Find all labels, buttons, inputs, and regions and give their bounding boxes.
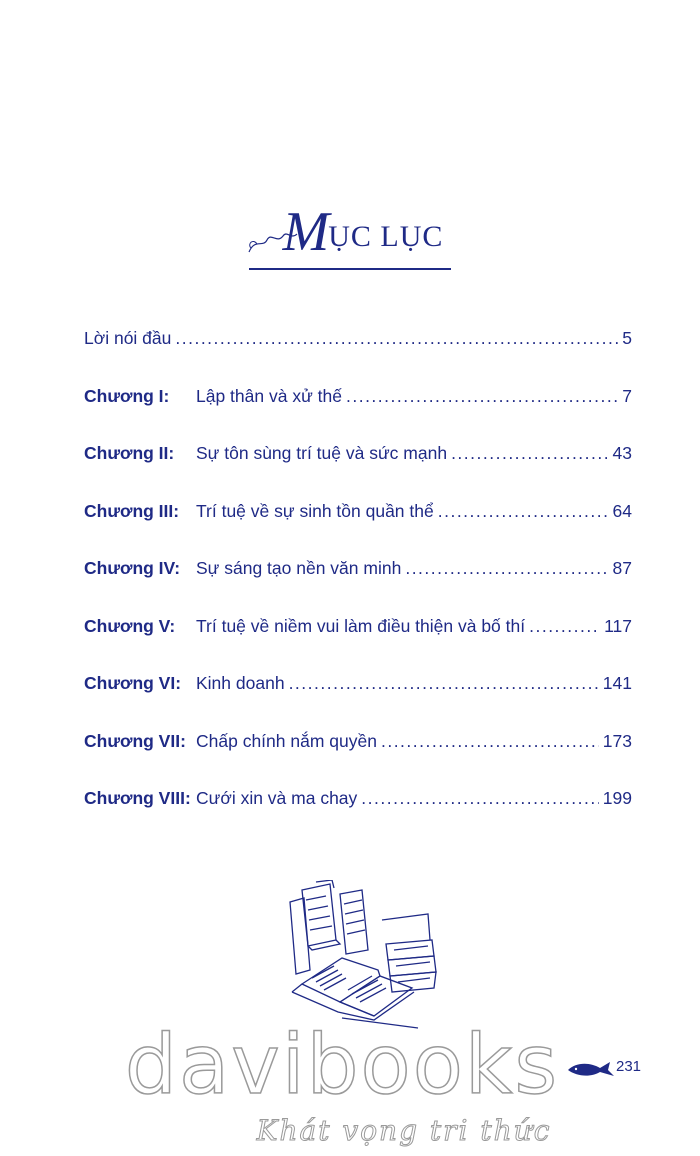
toc-page-number: 43	[612, 443, 632, 463]
toc-page-number: 117	[604, 615, 632, 636]
watermark-slogan: Khát vọng tri thức	[256, 1114, 552, 1147]
toc-entry-title: Trí tuệ về niềm vui làm điều thiện và bố thí	[196, 615, 526, 636]
toc-entry-title: Kinh doanh	[196, 673, 285, 693]
toc-leader-dots	[175, 328, 618, 349]
toc-entry-title: Lập thân và xử thế	[196, 385, 342, 406]
toc-entry	[84, 788, 632, 812]
toc-leader-dots	[381, 731, 599, 752]
toc-leader-dots	[361, 788, 599, 809]
toc-chapter-label: Chương III:	[84, 500, 180, 521]
toc-chapter-label: Chương VI:	[84, 673, 182, 693]
toc-page-number: 173	[602, 730, 632, 751]
toc-entry	[84, 731, 632, 755]
toc-leader-dots	[289, 673, 599, 694]
toc-leader-dots	[451, 443, 608, 464]
toc-page-number: 199	[602, 788, 632, 808]
toc-page-number: 87	[612, 558, 632, 578]
toc-entry	[84, 386, 632, 410]
toc-entry	[84, 616, 632, 640]
toc-entry-title: Chấp chính nắm quyền	[196, 730, 377, 751]
toc-entry-title: Cưới xin và ma chay	[196, 788, 358, 808]
toc-heading-rest: ỤC LỤC	[328, 220, 444, 253]
watermark-brand: davibooks	[124, 1018, 560, 1113]
toc-heading-initial: M	[282, 201, 331, 263]
toc-entry	[84, 501, 632, 525]
toc-entry-title: Sự tôn sùng trí tuệ và sức mạnh	[196, 443, 448, 463]
toc-page-number: 64	[612, 500, 632, 521]
toc-heading-wrap	[0, 200, 700, 270]
toc-chapter-label: Chương IV:	[84, 558, 181, 578]
page-number: 231	[616, 1058, 642, 1075]
toc-chapter-label: Chương I:	[84, 385, 170, 406]
toc-entry	[84, 328, 632, 352]
books-illustration	[282, 880, 438, 1030]
toc-entry	[84, 443, 632, 467]
toc-page-number: 141	[602, 673, 632, 693]
toc-leader-dots	[438, 501, 609, 522]
toc-page-number: 7	[622, 385, 632, 406]
toc-leader-dots	[346, 386, 618, 407]
toc-entry-title: Lời nói đầu	[84, 328, 172, 348]
toc-heading-underline	[249, 268, 452, 270]
table-of-contents	[84, 328, 632, 846]
toc-chapter-label: Chương VII:	[84, 730, 186, 751]
toc-leader-dots	[529, 616, 600, 637]
toc-chapter-label: Chương VIII:	[84, 788, 191, 808]
toc-entry-title: Sự sáng tạo nền văn minh	[196, 558, 402, 578]
toc-heading	[253, 200, 448, 270]
flourish-ornament	[245, 218, 305, 258]
toc-entry	[84, 673, 632, 697]
toc-page-number: 5	[622, 328, 632, 348]
toc-entry	[84, 558, 632, 582]
toc-chapter-label: Chương II:	[84, 443, 175, 463]
toc-entry-title: Trí tuệ về sự sinh tồn quần thể	[196, 500, 434, 521]
toc-leader-dots	[405, 558, 608, 579]
toc-chapter-label: Chương V:	[84, 615, 176, 636]
